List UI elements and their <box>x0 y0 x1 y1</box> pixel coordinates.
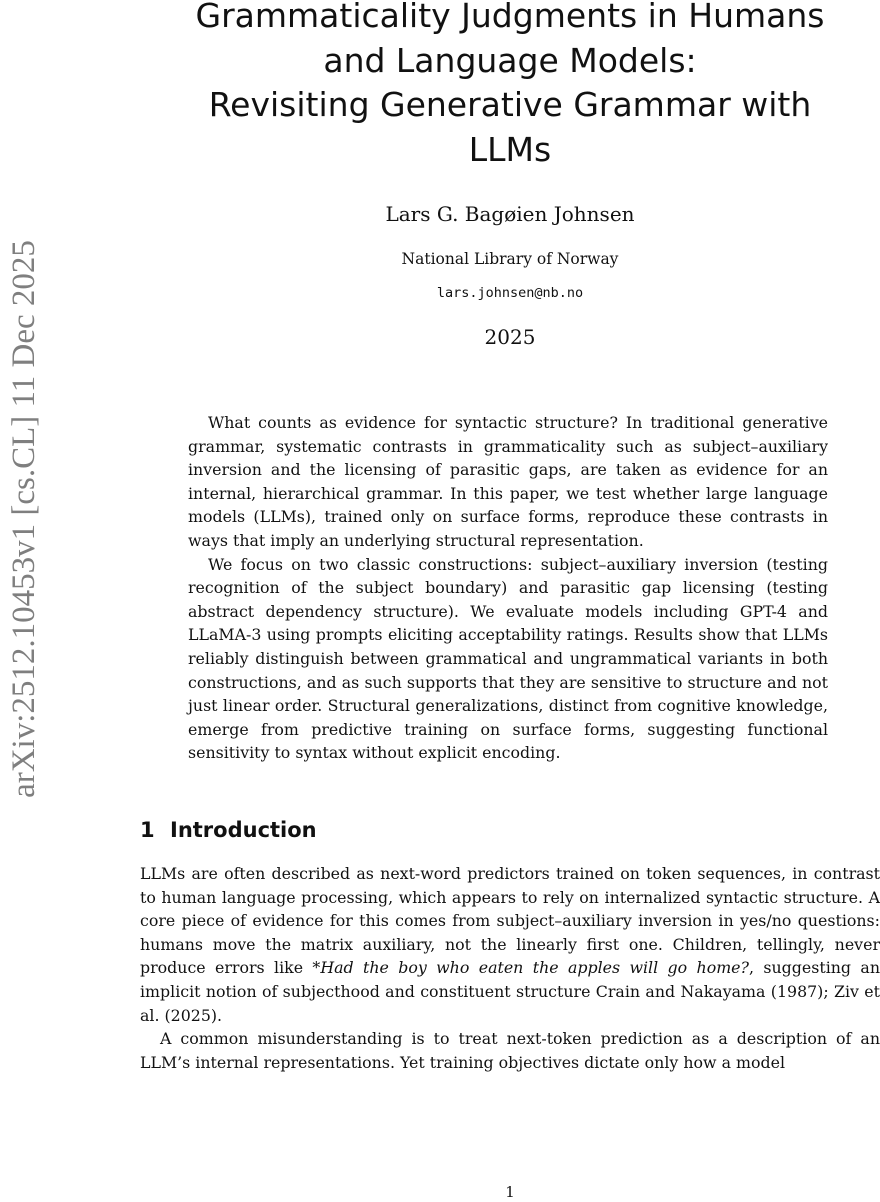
author-email: lars.johnsen@nb.no <box>436 285 584 301</box>
body-paragraph <box>140 862 880 1027</box>
abstract-paragraph: What counts as evidence for syntactic structure? In traditional generative grammar, systematic contrasts in grammaticality such as subject–auxiliary inversion and the licensing of parasitic gaps, are taken as evidence for an internal, hierarchical grammar. In this paper, we test whether large language models (LLMs), trained only on surface forms, reproduce these contrasts in ways that imply an underlying structural representation. <box>188 413 828 550</box>
section-heading <box>140 815 317 845</box>
page-number: 1 <box>505 1183 515 1201</box>
title-line: Grammaticality Judgments in Humans <box>195 0 825 35</box>
title-line: Revisiting Generative Grammar with <box>208 85 812 124</box>
author-affiliation: National Library of Norway <box>401 250 619 268</box>
section-number: 1 <box>140 818 155 842</box>
body-paragraph: A common misunderstanding is to treat next-token prediction as a description of an LLM’s internal representations. Yet training objectives dictate only how a model <box>140 1029 880 1072</box>
paper-date: 2025 <box>484 325 536 349</box>
example-sentence: Had the boy who eaten the apples will go home? <box>320 958 749 978</box>
arxiv-identifier: arXiv:2512.10453v1 [cs.CL] 11 Dec 2025 <box>6 240 42 798</box>
paper-title <box>140 0 880 172</box>
author-name: Lars G. Bagøien Johnsen <box>385 202 635 226</box>
abstract <box>188 411 828 765</box>
body-text: , suggesting an implicit notion of subjecthood and constituent structure Crain and Nakayama (1987); Ziv et al. (2025). <box>140 958 880 1025</box>
title-line: and Language Models: <box>323 40 697 80</box>
title-line: LLMs <box>468 129 552 169</box>
section-title: Introduction <box>170 818 317 842</box>
introduction-body <box>140 862 880 1074</box>
body-text: LLMs are often described as next-word predictors trained on token sequences, in contrast to human language processing, which appears to rely on internalized syntactic structure. A core piece of evidence for this comes from subject–auxiliary inversion in yes/no questions: humans move the matrix auxiliary, not the linearly first one. Children, tellingly, never produce errors like * <box>140 864 880 978</box>
abstract-paragraph: We focus on two classic constructions: subject–auxiliary inversion (testing recognition of the subject boundary) and parasitic gap licensing (testing abstract dependency structure). We evaluate models including GPT-4 and LLaMA-3 using prompts eliciting acceptability ratings. Results show that LLMs reliably distinguish between grammatical and ungrammatical variants in both constructions, and as such supports that they are sensitive to structure and not just linear order. Structural generalizations, distinct from cognitive knowledge, emerge from predictive training on surface forms, suggesting functional sensitivity to syntax without explicit encoding. <box>188 554 828 763</box>
